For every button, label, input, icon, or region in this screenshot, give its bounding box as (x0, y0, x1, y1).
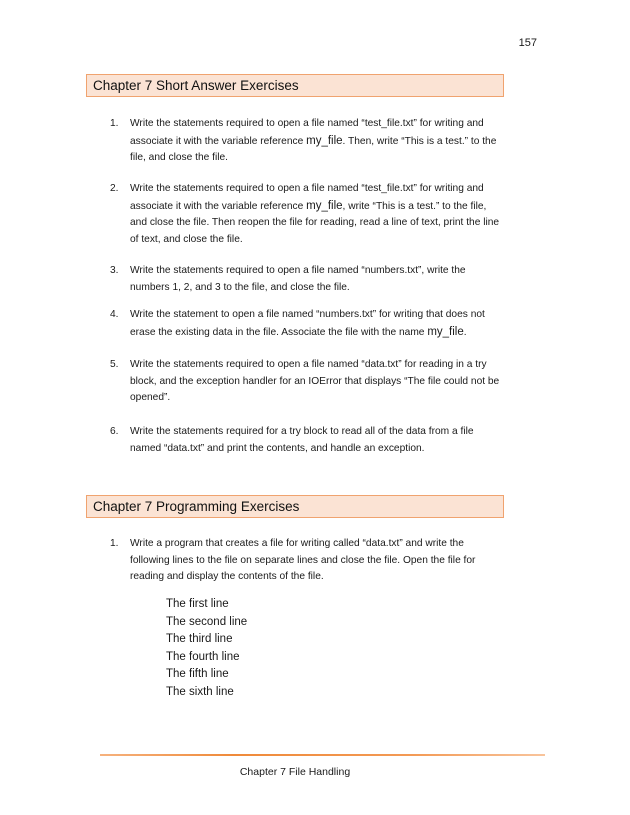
item-number: 1. (110, 118, 119, 129)
item-number: 4. (110, 309, 119, 320)
item-text: Write the statements required for a try block to read all of the data from a file named “data.txt” and print the contents, and handle an exception. (130, 426, 474, 454)
item-number: 6. (110, 426, 119, 437)
short-answer-section-title: Chapter 7 Short Answer Exercises (86, 74, 504, 97)
page-number: 157 (518, 37, 537, 49)
item-text: Write the statements required to open a file named “data.txt” for reading in a try block, and the exception handler for an IOError that displays “The file could not be opened”. (130, 359, 500, 403)
item-text: Write the statements required to open a file named “test_file.txt” for writing and associate it with the variable reference my_file, write “This is a test.” to the file, and close the file. Then reopen the file for reading, read a line of text, print the line of text, and close the file. (130, 183, 500, 245)
file-lines-list (166, 596, 247, 702)
item-text: Write the statement to open a file named “numbers.txt” for writing that does not erase the existing data in the file. Associate the file with the name my_file. (130, 309, 485, 338)
file-line: The sixth line (166, 685, 234, 698)
file-line: The third line (166, 633, 233, 646)
file-line: The first line (166, 598, 229, 610)
file-line: The fourth line (166, 650, 240, 663)
footer-rule (100, 754, 545, 756)
item-text: Write the statements required to open a file named “numbers.txt”, write the numbers 1, 2, and 3 to the file, and close the file. (130, 265, 466, 293)
item-text: Write a program that creates a file for writing called “data.txt” and write the following lines to the file on separate lines and close the file. Open the file for reading and display the contents of the file. (130, 538, 476, 582)
file-line: The second line (166, 615, 248, 628)
programming-section-title: Chapter 7 Programming Exercises (86, 495, 504, 518)
footer (0, 766, 630, 778)
item-number: 5. (110, 359, 119, 370)
item-number: 1. (110, 538, 119, 549)
item-number: 3. (110, 265, 119, 276)
footer-text: Chapter 7 File Handling (239, 766, 351, 778)
item-number: 2. (110, 183, 119, 194)
file-line: The fifth line (166, 668, 229, 681)
item-text: Write the statements required to open a file named “test_file.txt” for writing and associate it with the variable reference my_file. Then, write “This is a test.” to the file, and close the file. (130, 118, 497, 163)
